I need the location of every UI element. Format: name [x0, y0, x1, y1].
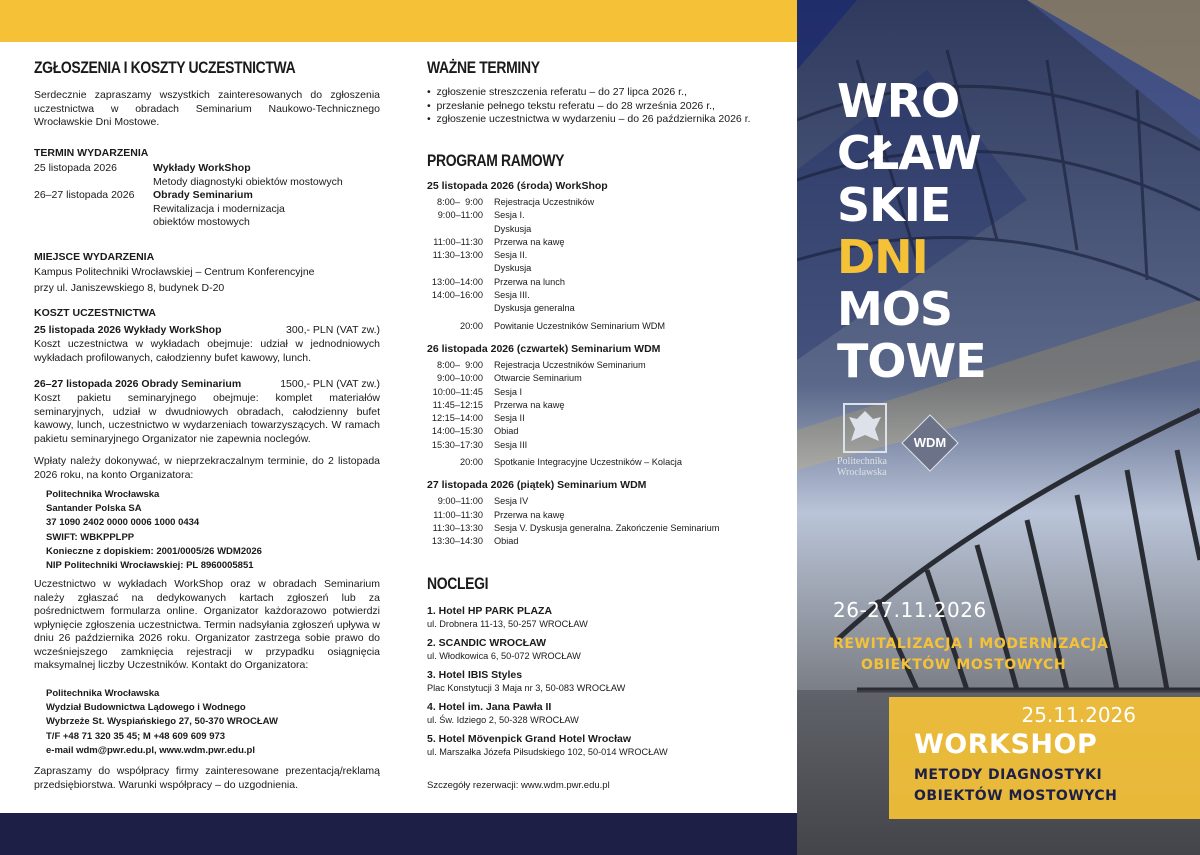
- contact-details: [46, 687, 392, 758]
- program-row: [427, 412, 787, 425]
- hotel-list: [427, 605, 787, 765]
- program-item: Dyskusja: [494, 263, 532, 274]
- hotel-address: Plac Konstytucji 3 Maja nr 3, 50-083 WROCŁAW: [427, 683, 626, 693]
- program-day: [427, 342, 787, 469]
- program-item: Sesja II: [494, 413, 525, 424]
- hotel-name: 2. SCANDIC WROCŁAW: [427, 637, 546, 649]
- program-row: [427, 372, 787, 385]
- program-day: [427, 478, 787, 548]
- program-time: [427, 223, 494, 236]
- program-item: Obiad: [494, 536, 519, 547]
- program-item: Przerwa na kawę: [494, 509, 565, 520]
- program-time: 14:00–16:00: [431, 290, 483, 301]
- program-time: 20:00: [460, 320, 483, 331]
- program-time: 9:00–11:00: [437, 496, 483, 507]
- pwr-logo-line: Wrocławska: [837, 467, 887, 478]
- program-row: [427, 320, 787, 333]
- miejsce-line: przy ul. Janiszewskiego 8, budynek D-20: [34, 282, 225, 294]
- koszt1-title: 25 listopada 2026 Wykłady WorkShop: [34, 324, 222, 336]
- termin-list: [34, 162, 380, 230]
- hotel-name: 1. Hotel HP PARK PLAZA: [427, 605, 553, 617]
- program-time: 12:15–14:00: [431, 413, 483, 424]
- termin-desc: obiektów mostowych: [153, 216, 250, 228]
- hotel-name: 3. Hotel IBIS Styles: [427, 669, 523, 681]
- program-list: [427, 179, 787, 549]
- program-row: [427, 425, 787, 438]
- program-item: Sesja I.: [494, 210, 525, 221]
- termin-desc: Metody diagnostyki obiektów mostowych: [153, 175, 343, 188]
- koszt2-price: 1500,- PLN (VAT zw.): [280, 378, 380, 390]
- bank-line: SWIFT: WBKPPLPP: [46, 531, 135, 543]
- termin-title: Obrady Seminarium: [153, 189, 253, 201]
- program-item: Powitanie Uczestników Seminarium WDM: [494, 320, 666, 331]
- program-day-title: 27 listopada 2026 (piątek) Seminarium WDM: [427, 479, 647, 492]
- program-time: 8:00– 9:00: [437, 197, 483, 207]
- wdm-logo: [901, 414, 959, 472]
- cover-title-line: SKIE: [837, 178, 951, 232]
- terminy-item: • zgłoszenie uczestnictwa w wydarzeniu – do 26 października 2026 r.: [427, 113, 751, 125]
- contact-line: T/F +48 71 320 35 45; M +48 609 609 973: [46, 730, 226, 742]
- program-item: Rejestracja Uczestników: [494, 197, 595, 207]
- zgloszenia-text: Uczestnictwo w wykładach WorkShop oraz w obradach Seminarium należy zgłaszać na dedykowanych kartach zgłoszeń lub za pośrednictwem formularza online. Organizator każdorazowo potwierdzi wpłynięcie zgłoszenia uczestnictwa. Termin nadsyłania zgłoszeń upływa w dniu 26 października 2026 roku. Organizator zastrzega sobie prawo do wcześniejszego zamknięcia rejestracji w przypadku osiągnięcia maksymalnej liczby Uczestników. Kontakt do Organizatora:: [34, 578, 380, 671]
- program-row: [427, 262, 787, 275]
- outro-text: Zapraszamy do współpracy firmy zainteresowane prezentacją/reklamą przedsiębiorstwa. Warunki współpracy – do uzgodnienia.: [34, 765, 380, 791]
- hotel-name: 4. Hotel im. Jana Pawła II: [427, 701, 552, 713]
- registration-heading: ZGŁOSZENIA I KOSZTY UCZESTNICTWA: [34, 58, 296, 77]
- program-day-title: 25 listopada 2026 (środa) WorkShop: [427, 180, 608, 192]
- rezerwacje-text: Szczegóły rezerwacji: www.wdm.pwr.edu.pl: [427, 780, 610, 791]
- program-item: Dyskusja: [494, 223, 532, 234]
- contact-line: Wybrzeże St. Wyspiańskiego 27, 50-370 WROCŁAW: [46, 716, 278, 728]
- program-time: 11:00–11:30: [433, 236, 483, 247]
- noclegi-heading: NOCLEGI: [427, 574, 489, 593]
- hotel-address: ul. Marszałka Józefa Piłsudskiego 102, 50-014 WROCŁAW: [427, 747, 668, 757]
- pwr-logo-line: Politechnika: [837, 456, 887, 467]
- program-row: [427, 302, 787, 315]
- bank-line: Konieczne z dopiskiem: 2001/0005/26 WDM2026: [46, 545, 262, 557]
- bank-line: 37 1090 2402 0000 0006 1000 0434: [46, 517, 200, 529]
- program-item: Sesja V. Dyskusja generalna. Zakończenie Seminarium: [494, 522, 720, 533]
- program-time: 13:30–14:30: [431, 536, 483, 547]
- contact-line: Wydział Budownictwa Lądowego i Wodnego: [46, 702, 246, 714]
- program-row: [427, 209, 787, 222]
- program-time: 11:45–12:15: [432, 399, 483, 410]
- program-row: [427, 439, 787, 452]
- termin-title: Wykłady WorkShop: [153, 162, 251, 174]
- terminy-item: • przesłanie pełnego tekstu referatu – do 28 września 2026 r.,: [427, 99, 715, 112]
- program-row: [427, 399, 787, 412]
- program-row: [427, 196, 787, 209]
- koszt2-title: 26–27 listopada 2026 Obrady Seminarium: [34, 378, 242, 390]
- cover-title-line: TOWE: [837, 334, 986, 388]
- eagle-crest-icon: [843, 403, 887, 453]
- wdm-logo-text: WDM: [913, 435, 947, 450]
- top-yellow-band: [0, 0, 797, 42]
- cover-title-line: CŁAW: [837, 126, 981, 180]
- cover-title-line: WRO: [837, 74, 960, 128]
- cover-title-line: MOS: [837, 282, 953, 336]
- koszt1-row: [34, 324, 380, 338]
- program-column: [400, 42, 797, 813]
- program-heading: PROGRAM RAMOWY: [427, 151, 565, 170]
- program-row: [427, 236, 787, 249]
- program-time: 20:00: [460, 457, 483, 468]
- koszt2-desc: Koszt pakietu seminaryjnego obejmuje: komplet materiałów seminaryjnych, udział w dwudniowych obradach, całodzienny bufet kawowy, lunch, uczestnictwo w wydarzeniach towarzyszących. W ramach pakietu seminaryjnego Organizator nie zapewnia noclegów.: [34, 392, 380, 445]
- program-time: 9:00–10:00: [437, 373, 483, 384]
- program-item: Przerwa na lunch: [494, 276, 565, 287]
- cover-panel: [797, 0, 1200, 855]
- program-time: 11:30–13:30: [432, 522, 483, 533]
- program-row: [427, 522, 787, 535]
- program-day-title: 26 listopada 2026 (czwartek) Seminarium WDM: [427, 342, 661, 355]
- program-time: 8:00– 9:00: [437, 359, 483, 370]
- program-row: [427, 535, 787, 548]
- program-time: [427, 302, 494, 315]
- termin-desc: Rewitalizacja i modernizacja: [153, 202, 285, 215]
- program-time: 15:30–17:30: [431, 439, 483, 450]
- bank-line: NIP Politechniki Wrocławskiej: PL 8960005851: [46, 560, 254, 572]
- koszt1-price: 300,- PLN (VAT zw.): [286, 324, 380, 336]
- termin-heading: TERMIN WYDARZENIA: [34, 147, 149, 159]
- miejsce-heading: MIEJSCE WYDARZENIA: [34, 251, 155, 263]
- program-row: [427, 359, 787, 372]
- program-time: 10:00–11:45: [432, 386, 483, 397]
- program-item: Sesja II.: [494, 250, 528, 261]
- program-row: [427, 223, 787, 236]
- termin-date: 25 listopada 2026: [34, 162, 117, 174]
- hotel-item: [427, 701, 787, 727]
- program-item: Otwarcie Seminarium: [494, 373, 582, 384]
- hotel-address: ul. Włodkowica 6, 50-072 WROCŁAW: [427, 651, 581, 661]
- program-time: 14:00–15:30: [431, 426, 483, 437]
- contact-line: Politechnika Wrocławska: [46, 688, 160, 699]
- seminar-dates: 26-27.11.2026: [833, 598, 987, 622]
- hotel-address: ul. Drobnera 11-13, 50-257 WROCŁAW: [427, 619, 588, 629]
- terminy-heading: WAŻNE TERMINY: [427, 58, 540, 77]
- seminar-subtitle: OBIEKTÓW MOSTOWYCH: [861, 657, 1067, 673]
- miejsce-line: Kampus Politechniki Wrocławskiej – Centrum Konferencyjne: [34, 266, 315, 278]
- program-item: Sesja III.: [494, 290, 530, 301]
- koszt-heading: KOSZT UCZESTNICTWA: [34, 307, 156, 319]
- program-day: [427, 179, 787, 333]
- program-item: Rejestracja Uczestników Seminarium: [494, 359, 646, 370]
- workshop-date: 25.11.2026: [1021, 703, 1136, 727]
- program-item: Sesja III: [494, 439, 528, 450]
- terminy-item: • zgłoszenie streszczenia referatu – do 27 lipca 2026 r.,: [427, 86, 687, 98]
- program-row: [427, 509, 787, 522]
- wplaty-text: Wpłaty należy dokonywać, w nieprzekraczalnym terminie, do 2 listopada 2026 roku, na konto Organizatora:: [34, 455, 380, 481]
- hotel-address: ul. Św. Idziego 2, 50-328 WROCŁAW: [427, 715, 579, 725]
- workshop-subtitle: OBIEKTÓW MOSTOWYCH: [914, 788, 1118, 804]
- pwr-logo: [837, 403, 907, 478]
- koszt1-desc: Koszt uczestnictwa w wykładach obejmuje: udział w jednodniowych wykładach profilowanych, całodzienny bufet kawowy, lunch.: [34, 338, 380, 364]
- cover-title-line: DNI: [837, 230, 928, 284]
- program-time: 13:00–14:00: [431, 276, 483, 287]
- hotel-name: 5. Hotel Mövenpick Grand Hotel Wrocław: [427, 733, 632, 745]
- program-row: [427, 456, 787, 469]
- program-item: Dyskusja generalna: [494, 303, 575, 314]
- program-item: Sesja IV: [494, 496, 529, 507]
- workshop-title: WORKSHOP: [914, 729, 1098, 760]
- termin-date: 26–27 listopada 2026: [34, 189, 135, 201]
- hotel-item: [427, 669, 787, 695]
- program-time: 11:30–13:00: [432, 250, 483, 261]
- program-item: Spotkanie Integracyjne Uczestników – Kolacja: [494, 457, 682, 468]
- program-row: [427, 386, 787, 399]
- program-item: Sesja I: [494, 386, 523, 397]
- bottom-navy-band: [0, 813, 797, 855]
- program-row: [427, 276, 787, 289]
- hotel-item: [427, 733, 787, 759]
- program-time: [427, 262, 494, 275]
- program-time: 11:00–11:30: [433, 509, 483, 520]
- program-row: [427, 289, 787, 302]
- bank-details: [46, 488, 392, 573]
- bank-line: Santander Polska SA: [46, 503, 142, 515]
- workshop-subtitle: METODY DIAGNOSTYKI: [914, 767, 1103, 783]
- intro-text: Serdecznie zapraszamy wszystkich zainteresowanych do zgłoszenia uczestnictwa w obradach Seminarium Naukowo-Technicznego Wrocławskie Dni Mostowe.: [34, 89, 380, 128]
- seminar-subtitle: REWITALIZACJA I MODERNIZACJA: [833, 636, 1109, 652]
- program-item: Przerwa na kawę: [494, 399, 565, 410]
- program-row: [427, 249, 787, 262]
- hotel-item: [427, 637, 787, 663]
- program-item: Obiad: [494, 426, 519, 437]
- hotel-item: [427, 605, 787, 631]
- registration-column: [0, 42, 400, 813]
- program-row: [427, 495, 787, 508]
- contact-line: e-mail wdm@pwr.edu.pl, www.wdm.pwr.edu.pl: [46, 744, 255, 756]
- program-time: 9:00–11:00: [437, 210, 483, 221]
- koszt2-row: [34, 378, 380, 392]
- program-item: Przerwa na kawę: [494, 236, 565, 247]
- bank-line: Politechnika Wrocławska: [46, 489, 160, 500]
- terminy-list: [427, 86, 787, 127]
